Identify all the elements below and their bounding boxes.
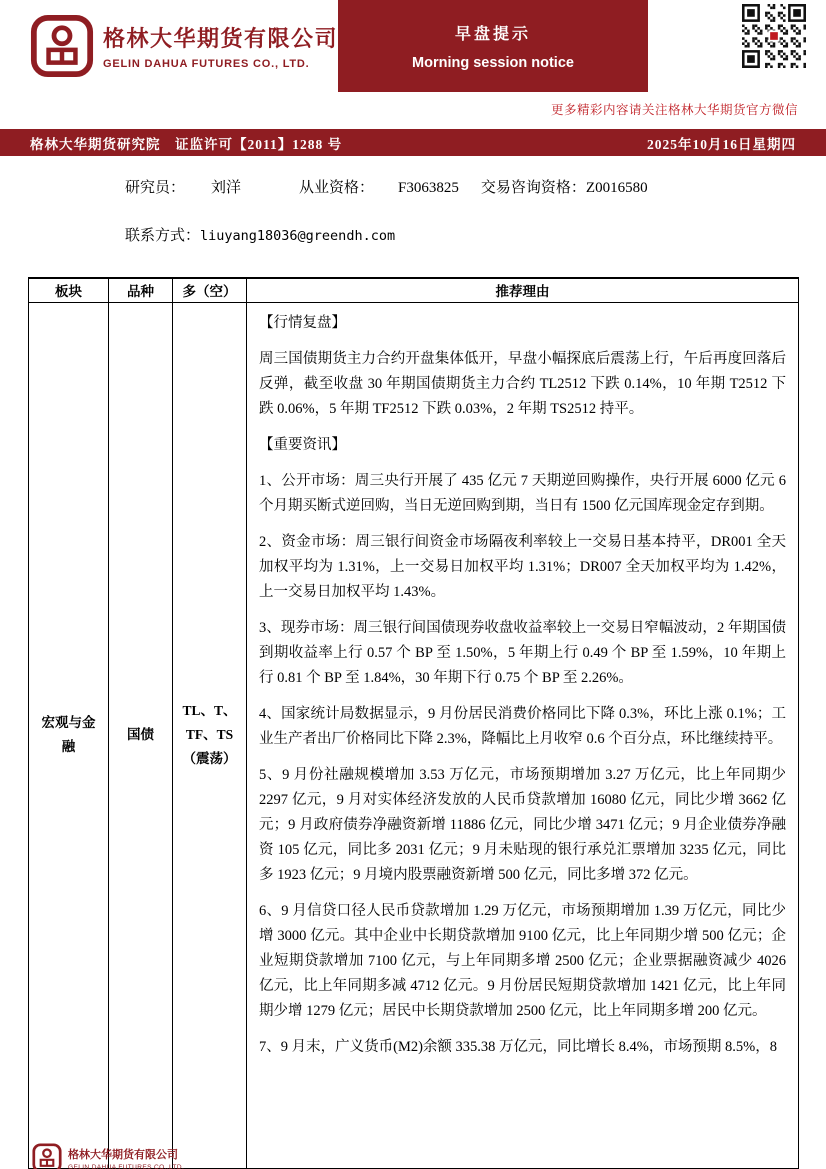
reason-section-heading: 【行情复盘】 — [259, 314, 346, 331]
footer-brand — [32, 1143, 184, 1169]
researcher-name: 刘洋 — [211, 180, 242, 196]
reason-section-heading: 【重要资讯】 — [259, 436, 346, 453]
variety-cell — [109, 302, 173, 1168]
variety-value: 国债 — [127, 726, 154, 742]
col-header-reason: 推荐理由 — [247, 278, 799, 302]
brand-text — [103, 22, 338, 70]
recommendation-table — [28, 277, 799, 1169]
position-cell — [173, 302, 247, 1168]
contact-email: liuyang18036@greendh.com — [200, 228, 396, 244]
position-cell-content — [177, 699, 242, 772]
practice-qualification-label: 从业资格： — [299, 180, 375, 196]
reason-cell — [247, 302, 799, 1168]
notice-title-cn: 早盘提示 — [454, 26, 531, 43]
wechat-follow-note: 更多精彩内容请关注格林大华期货官方微信 — [550, 103, 798, 117]
wechat-qr-code-icon — [742, 4, 806, 68]
col-header-variety: 品种 — [109, 278, 173, 302]
institute-license-text: 格林大华期货研究院 证监许可【2011】1288 号 — [30, 136, 343, 152]
credentials-bar — [0, 129, 826, 156]
reason-paragraph: 周三国债期货主力合约开盘集体低开，早盘小幅探底后震荡上行，午后再度回落后反弹，截至收盘 30 年期国债期货主力合约 TL2512 下跌 0.14%，10 年期 T2512 下跌 0.06%，5 年期 TF2512 下跌 0.03%，2 年期 TS2512 持平。 — [259, 350, 786, 417]
company-name-en: GELIN DAHUA FUTURES CO., LTD. — [103, 58, 310, 70]
col-header-sector: 板块 — [29, 278, 109, 302]
company-logo-icon — [30, 14, 94, 78]
sector-cell — [29, 302, 109, 1168]
notice-title-en: Morning session notice — [412, 55, 574, 71]
table-row — [29, 302, 799, 1168]
company-name-cn: 格林大华期货有限公司 — [103, 26, 339, 51]
contact-label: 联系方式： — [125, 228, 201, 244]
reason-paragraph: 3、现券市场：周三银行间国债现券收盘收益率较上一交易日窄幅波动，2 年期国债到期收益率上行 0.57 个 BP 至 1.50%，5 年期上行 0.49 个 BP 至 1.59%，10 年期上行 0.81 个 BP 至 1.84%，30 年期下行 0.75 个 BP 至 2.26%。 — [259, 619, 786, 686]
report-date: 2025年10月16日星期四 — [647, 136, 796, 152]
footer-logo-icon — [32, 1143, 62, 1169]
position-line: TF、TS — [185, 726, 234, 742]
reason-paragraph: 7、9 月末，广义货币(M2)余额 335.38 万亿元，同比增长 8.4%，市场预期 8.5%，8 — [259, 1038, 777, 1055]
table-header-row — [29, 278, 799, 302]
researcher-label: 研究员： — [125, 180, 186, 196]
reason-paragraph: 5、9 月份社融规模增加 3.53 万亿元，市场预期增加 3.27 万亿元，比上年同期少 2297 亿元，9 月对实体经济发放的人民币贷款增加 16080 亿元，同比少增 3662 亿元；9 月政府债券净融资新增 11886 亿元，同比少增 3471 亿元；9 月企业债券净融资 105 亿元，同比多 2031 亿元；9 月未贴现的银行承兑汇票增加 3235 亿元，同比多 1923 亿元；9 月境内股票融资新增 500 亿元，同比多增 372 亿元。 — [259, 766, 786, 883]
sector-value: 宏观与金融 — [41, 714, 96, 754]
footer-brand-text — [68, 1146, 184, 1169]
reason-paragraph: 6、9 月信贷口径人民币贷款增加 1.29 万亿元，市场预期增加 1.39 万亿元，同比少增 3000 亿元。其中企业中长期贷款增加 9100 亿元，比上年同期少增 500 亿元；企业短期贷款增加 7100 亿元，与上年同期多增 2500 亿元；企业票据融资减少 4026 亿元，比上年同期多减 4712 亿元。9 月份居民短期贷款增加 1421 亿元，比上年同期少增 1279 亿元；居民中长期贷款增加 2500 亿元，比上年同期多增 200 亿元。 — [259, 902, 786, 1019]
col-header-position: 多（空） — [173, 278, 247, 302]
advisory-qualification-label: 交易咨询资格： — [480, 180, 586, 196]
reason-paragraph: 1、公开市场：周三央行开展了 435 亿元 7 天期逆回购操作，央行开展 6000 亿元 6 个月期买断式逆回购，当日无逆回购到期，当日有 1500 亿元国库现金定存到期。 — [259, 472, 786, 514]
notice-title-banner — [338, 0, 648, 92]
company-brand — [30, 14, 338, 78]
advisory-qualification-number: Z0016580 — [585, 180, 648, 196]
researcher-line-1 — [125, 176, 648, 197]
reason-cell-content — [259, 311, 786, 1060]
position-line: TL、T、 — [182, 702, 237, 718]
footer-company-cn: 格林大华期货有限公司 — [68, 1148, 178, 1161]
reason-paragraph: 4、国家统计局数据显示，9 月份居民消费价格同比下降 0.3%，环比上涨 0.1%；工业生产者出厂价格同比下降 2.3%，降幅比上月收窄 0.6 个百分点，环比继续持平。 — [259, 705, 786, 747]
researcher-line-2 — [125, 224, 648, 245]
researcher-info — [125, 176, 648, 245]
position-line: （震荡） — [182, 751, 237, 767]
footer-company-en: GELIN DAHUA FUTURES CO.,LTD. — [68, 1163, 185, 1169]
reason-paragraph: 2、资金市场：周三银行间资金市场隔夜利率较上一交易日基本持平，DR001 全天加权平均为 1.31%，上一交易日加权平均 1.31%；DR007 全天加权平均为 1.42%，上一交易日加权平均 1.43%。 — [259, 533, 786, 600]
practice-qualification-number: F3063825 — [398, 180, 459, 196]
